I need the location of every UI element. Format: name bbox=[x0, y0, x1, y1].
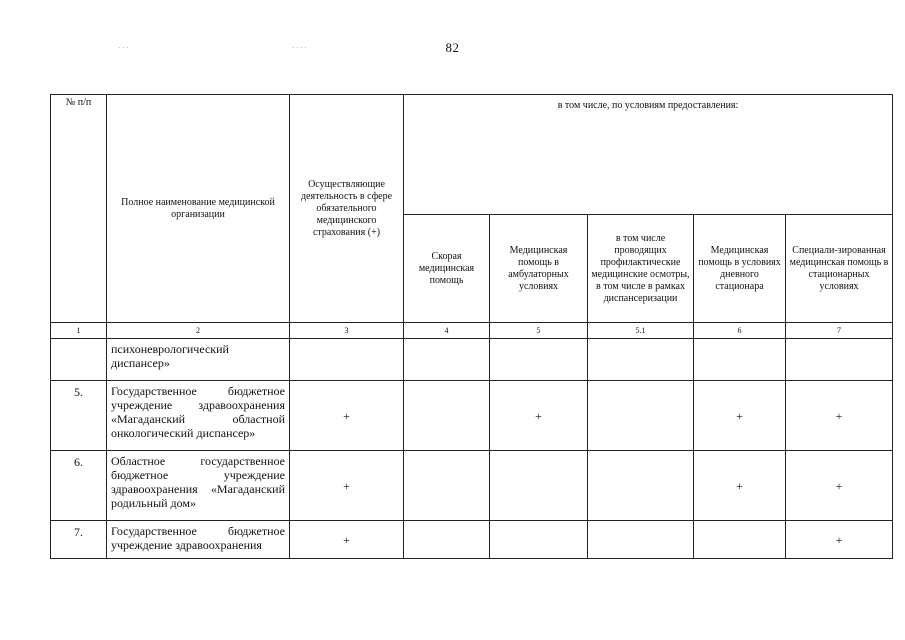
outpatient-mark bbox=[490, 339, 588, 381]
emergency-mark bbox=[404, 339, 490, 381]
oms-mark bbox=[290, 339, 404, 381]
day-hospital-mark: + bbox=[694, 381, 786, 451]
day-hospital-mark bbox=[694, 339, 786, 381]
outpatient-mark bbox=[490, 451, 588, 521]
column-number: 1 bbox=[51, 323, 107, 339]
inpatient-mark bbox=[786, 339, 893, 381]
preventive-mark bbox=[588, 339, 694, 381]
column-number: 6 bbox=[694, 323, 786, 339]
header-oms: Осуществляющие деятельность в сфере обязательного медицинского страхования (+) bbox=[290, 95, 404, 323]
emergency-mark bbox=[404, 381, 490, 451]
inpatient-mark: + bbox=[786, 451, 893, 521]
header-organization-name: Полное наименование медицинской организации bbox=[107, 95, 290, 323]
organization-name: Государственное бюджетное учреждение здравоохранения bbox=[107, 521, 290, 559]
outpatient-mark: + bbox=[490, 381, 588, 451]
preventive-mark bbox=[588, 521, 694, 559]
table-row bbox=[51, 521, 893, 559]
medical-organizations-table bbox=[50, 94, 893, 559]
table-row bbox=[51, 381, 893, 451]
header-preventive-exams: в том числе проводящих профилактические медицинские осмотры, в том числе в рамках диспансеризации bbox=[588, 215, 694, 323]
row-number: 7. bbox=[51, 521, 107, 559]
outpatient-mark bbox=[490, 521, 588, 559]
inpatient-mark: + bbox=[786, 521, 893, 559]
column-number: 4 bbox=[404, 323, 490, 339]
oms-mark: + bbox=[290, 381, 404, 451]
header-emergency-care: Скорая медицинская помощь bbox=[404, 215, 490, 323]
header-day-hospital: Медицинская помощь в условиях дневного стационара bbox=[694, 215, 786, 323]
column-number: 3 bbox=[290, 323, 404, 339]
column-number: 7 bbox=[786, 323, 893, 339]
inpatient-mark: + bbox=[786, 381, 893, 451]
organization-name: Государственное бюджетное учреждение здравоохранения «Магаданский областной онкологический диспансер» bbox=[107, 381, 290, 451]
header-specialized-inpatient: Специали-зированная медицинская помощь в стационарных условиях bbox=[786, 215, 893, 323]
preventive-mark bbox=[588, 381, 694, 451]
header-number: № п/п bbox=[51, 95, 107, 323]
organization-name: Областное государственное бюджетное учреждение здравоохранения «Магаданский родильный дом» bbox=[107, 451, 290, 521]
day-hospital-mark: + bbox=[694, 451, 786, 521]
scan-speck: · · · bbox=[118, 44, 129, 52]
table-row bbox=[51, 339, 893, 381]
preventive-mark bbox=[588, 451, 694, 521]
row-number: 6. bbox=[51, 451, 107, 521]
page-number: 82 bbox=[445, 40, 460, 55]
header-group-conditions: в том числе, по условиям предоставления: bbox=[404, 95, 893, 215]
column-number: 2 bbox=[107, 323, 290, 339]
oms-mark: + bbox=[290, 521, 404, 559]
scan-speck: · · · · bbox=[292, 44, 307, 52]
row-number: 5. bbox=[51, 381, 107, 451]
column-number: 5 bbox=[490, 323, 588, 339]
emergency-mark bbox=[404, 521, 490, 559]
column-number: 5.1 bbox=[588, 323, 694, 339]
organization-name: психоневрологический диспансер» bbox=[107, 339, 290, 381]
oms-mark: + bbox=[290, 451, 404, 521]
table-row bbox=[51, 451, 893, 521]
emergency-mark bbox=[404, 451, 490, 521]
header-outpatient-care: Медицинская помощь в амбулаторных условиях bbox=[490, 215, 588, 323]
row-number bbox=[51, 339, 107, 381]
day-hospital-mark bbox=[694, 521, 786, 559]
